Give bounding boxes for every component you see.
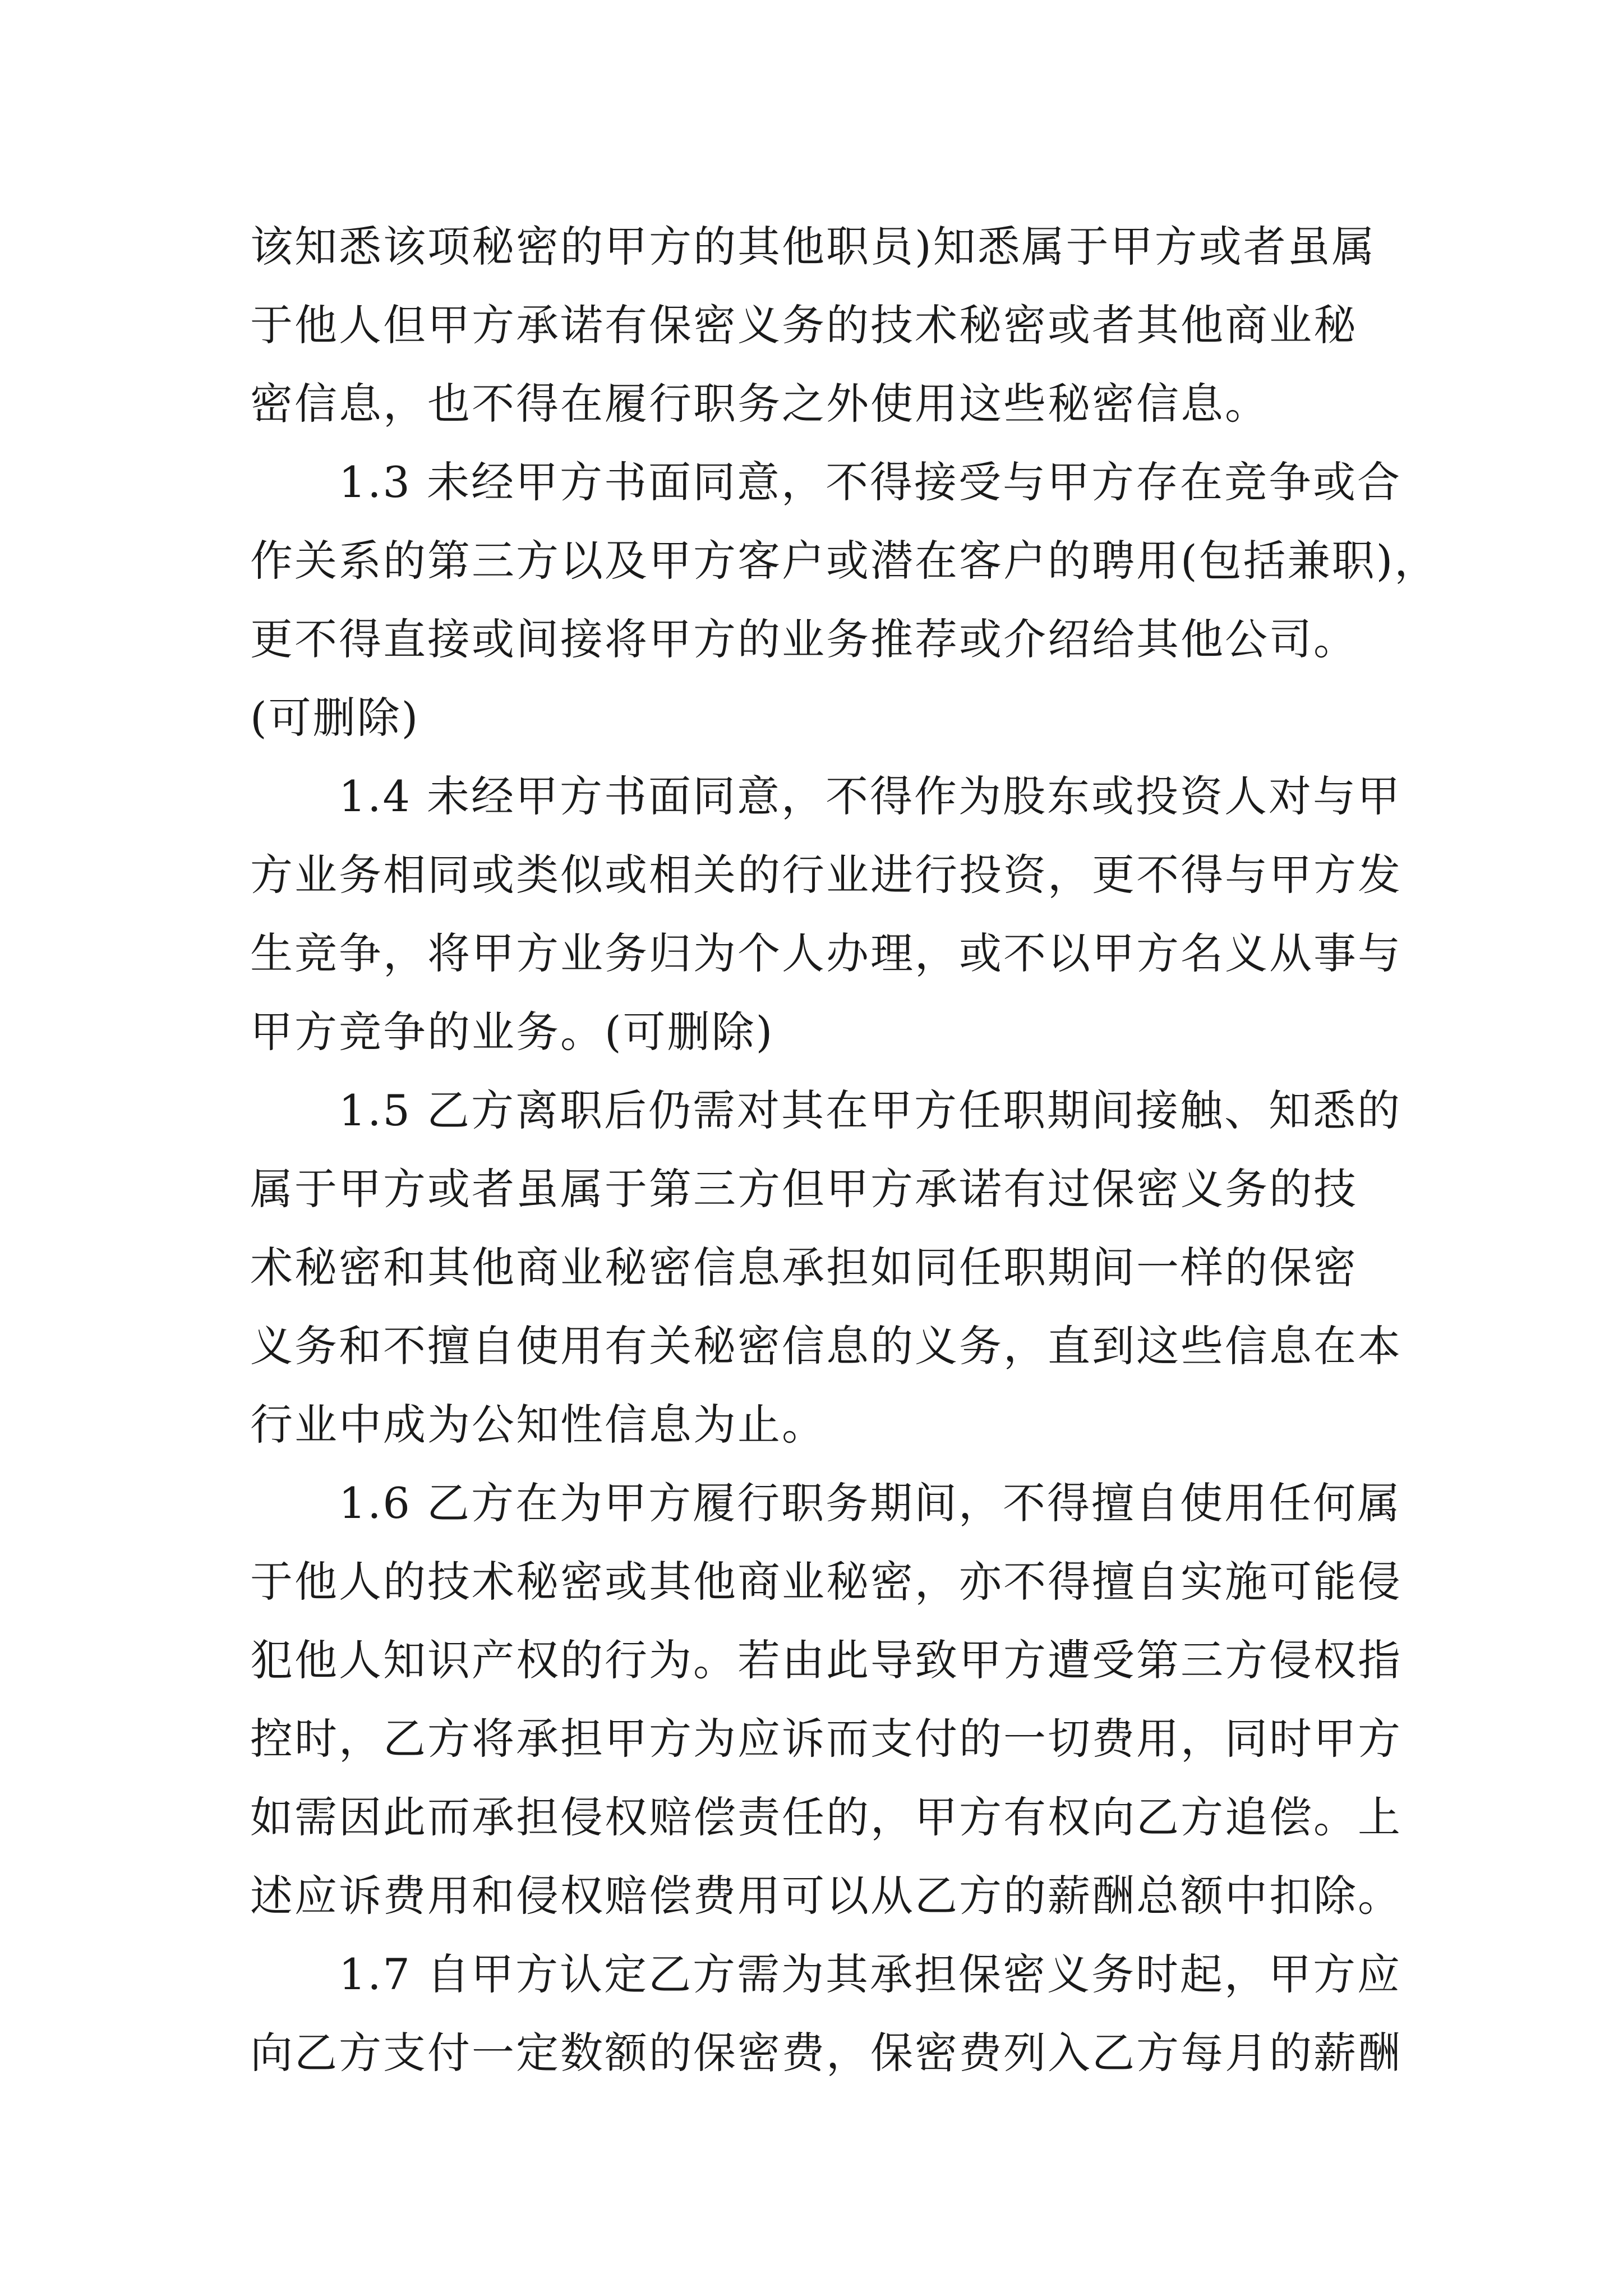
text-line: 述应诉费用和侵权赔偿费用可以从乙方的薪酬总额中扣除。	[250, 1871, 1402, 1921]
text-line: 如需因此而承担侵权赔偿责任的，甲方有权向乙方追偿。上	[250, 1792, 1402, 1842]
text-line: 生竞争，将甲方业务归为个人办理，或不以甲方名义从事与	[250, 928, 1402, 978]
text-line: 行业中成为公知性信息为止。	[250, 1400, 826, 1450]
clause-1-6-first-line: 1.6 乙方在为甲方履行职务期间，不得擅自使用任何属	[339, 1478, 1402, 1528]
text-line: 更不得直接或间接将甲方的业务推荐或介绍给其他公司。	[250, 614, 1358, 664]
text-line: 该知悉该项秘密的甲方的其他职员)知悉属于甲方或者虽属	[250, 222, 1376, 272]
text-line: 向乙方支付一定数额的保密费，保密费列入乙方每月的薪酬	[250, 2028, 1402, 2078]
text-line: 犯他人知识产权的行为。若由此导致甲方遭受第三方侵权指	[250, 1635, 1402, 1685]
clause-1-7-first-line: 1.7 自甲方认定乙方需为其承担保密义务时起，甲方应	[339, 1949, 1402, 1999]
text-line: 于他人的技术秘密或其他商业秘密，亦不得擅自实施可能侵	[250, 1557, 1402, 1607]
text-line: 甲方竞争的业务。(可删除)	[250, 1007, 774, 1057]
clause-1-3-first-line: 1.3 未经甲方书面同意，不得接受与甲方存在竞争或合	[339, 457, 1402, 507]
text-line: (可删除)	[250, 693, 420, 743]
text-line: 术秘密和其他商业秘密信息承担如同任职期间一样的保密	[250, 1243, 1358, 1292]
text-line: 义务和不擅自使用有关秘密信息的义务，直到这些信息在本	[250, 1321, 1402, 1371]
text-line: 方业务相同或类似或相关的行业进行投资，更不得与甲方发	[250, 850, 1402, 900]
document-body	[250, 208, 1439, 2092]
clause-1-4-first-line: 1.4 未经甲方书面同意，不得作为股东或投资人对与甲	[339, 771, 1402, 821]
text-line: 于他人但甲方承诺有保密义务的技术秘密或者其他商业秘	[250, 300, 1358, 350]
text-line: 密信息，也不得在履行职务之外使用这些秘密信息。	[250, 379, 1269, 429]
clause-1-5-first-line: 1.5 乙方离职后仍需对其在甲方任职期间接触、知悉的	[339, 1085, 1402, 1135]
text-line: 属于甲方或者虽属于第三方但甲方承诺有过保密义务的技	[250, 1164, 1358, 1214]
text-line: 控时，乙方将承担甲方为应诉而支付的一切费用，同时甲方	[250, 1714, 1402, 1764]
text-line: 作关系的第三方以及甲方客户或潜在客户的聘用(包括兼职)，	[250, 536, 1439, 586]
